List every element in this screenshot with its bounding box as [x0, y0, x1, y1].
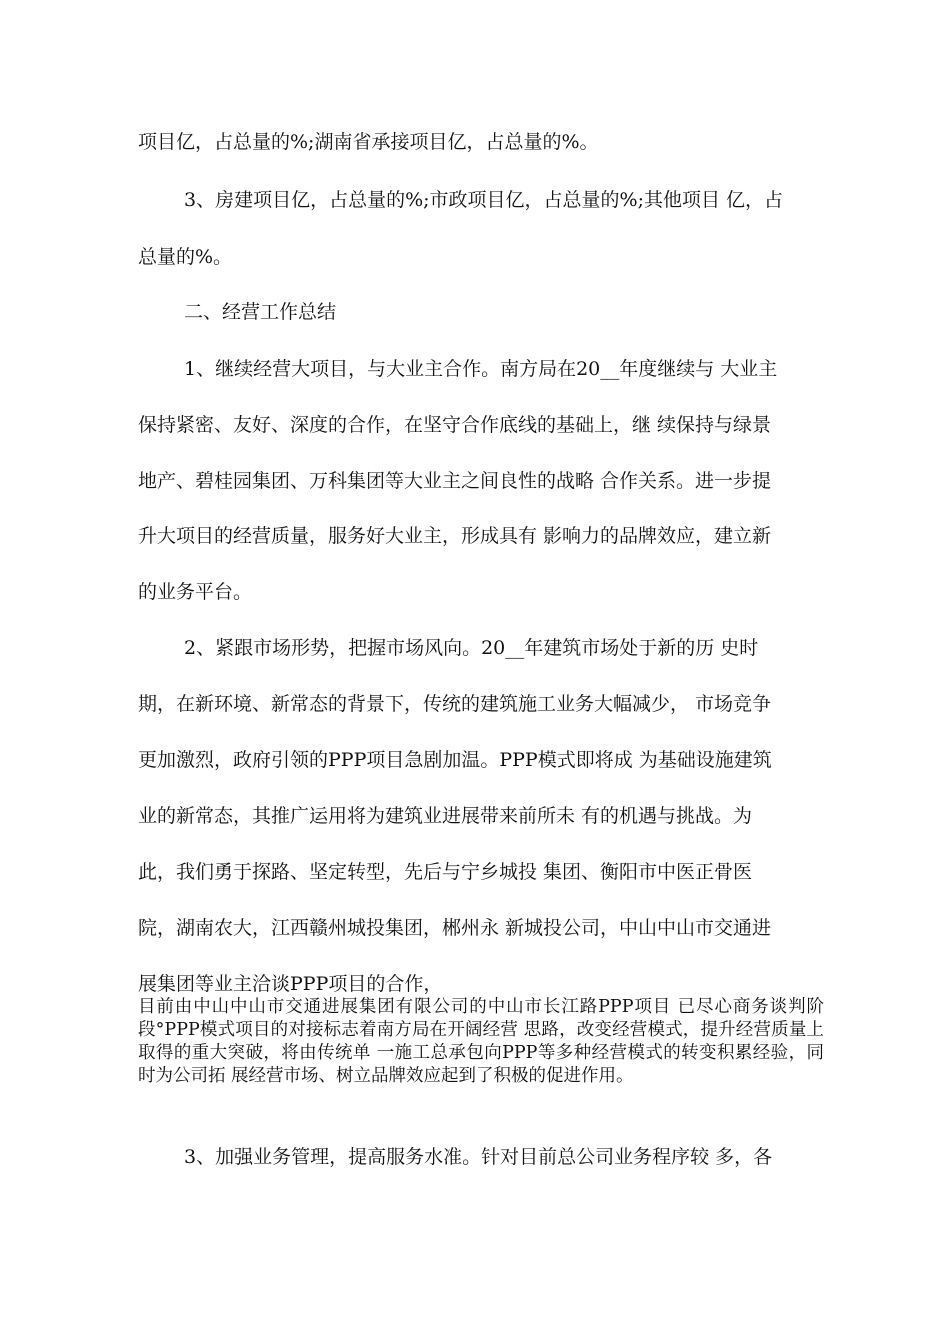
- text-line-13: 业的新常态，其推广运用将为建筑业进展带来前所未 有的机遇与挑战。为: [138, 805, 753, 827]
- text-line-7: 地产、碧桂园集团、万科集团等大业主之间良性的战略 合作关系。进一步提: [138, 470, 772, 492]
- text-line-12: 更加激烈，政府引领的PPP项目急剧加温。PPP模式即将成 为基础设施建筑: [138, 749, 772, 771]
- text-line-2: 3、房建项目亿，占总量的%;市政项目亿，占总量的%;其他项目 亿，占: [184, 189, 784, 211]
- text-line-1: 项目亿，占总量的%;湖南省承接项目亿，占总量的%。: [138, 131, 599, 153]
- text-line-8: 升大项目的经营质量，服务好大业主，形成具有 影响力的品牌效应，建立新: [138, 525, 772, 547]
- text-line-10: 2、紧跟市场形势，把握市场风向。20__年建筑市场处于新的历 史时: [184, 637, 759, 659]
- dense-paragraph: 目前由中山中山市交通进展集团有限公司的中山市长江路PPP项目 已尽心商务谈判阶段°PPP模式项目的对接标志着南方局在开阔经营 思路，改变经营模式，提升经营质量上取得的重大突破，将由传统单 一施工总承包向PPP等多种经营模式的转变积累经验，同时为公司拓 展经营市场、树立品牌效应起到了积极的促进作用。: [138, 997, 824, 1086]
- text-line-3: 总量的%。: [138, 246, 233, 268]
- section-heading: 二、经营工作总结: [184, 301, 337, 323]
- text-line-16: 展集团等业主洽谈PPP项目的合作，: [138, 973, 443, 995]
- text-line-6: 保持紧密、友好、深度的合作，在坚守合作底线的基础上，继 续保持与绿景: [138, 414, 772, 436]
- text-line-14: 此，我们勇于探路、坚定转型，先后与宁乡城投 集团、衡阳市中医正骨医: [138, 861, 753, 883]
- text-line-last: 3、加强业务管理，提高服务水准。针对目前总公司业务程序较 多，各: [184, 1146, 773, 1168]
- text-line-15: 院，湖南农大，江西赣州城投集团，郴州永 新城投公司，中山中山市交通进: [138, 917, 772, 939]
- text-line-11: 期，在新环境、新常态的背景下，传统的建筑施工业务大幅减少， 市场竞争: [138, 693, 772, 715]
- text-line-5: 1、继续经营大项目，与大业主合作。南方局在20__年度继续与 大业主: [184, 358, 778, 380]
- text-line-9: 的业务平台。: [138, 581, 253, 603]
